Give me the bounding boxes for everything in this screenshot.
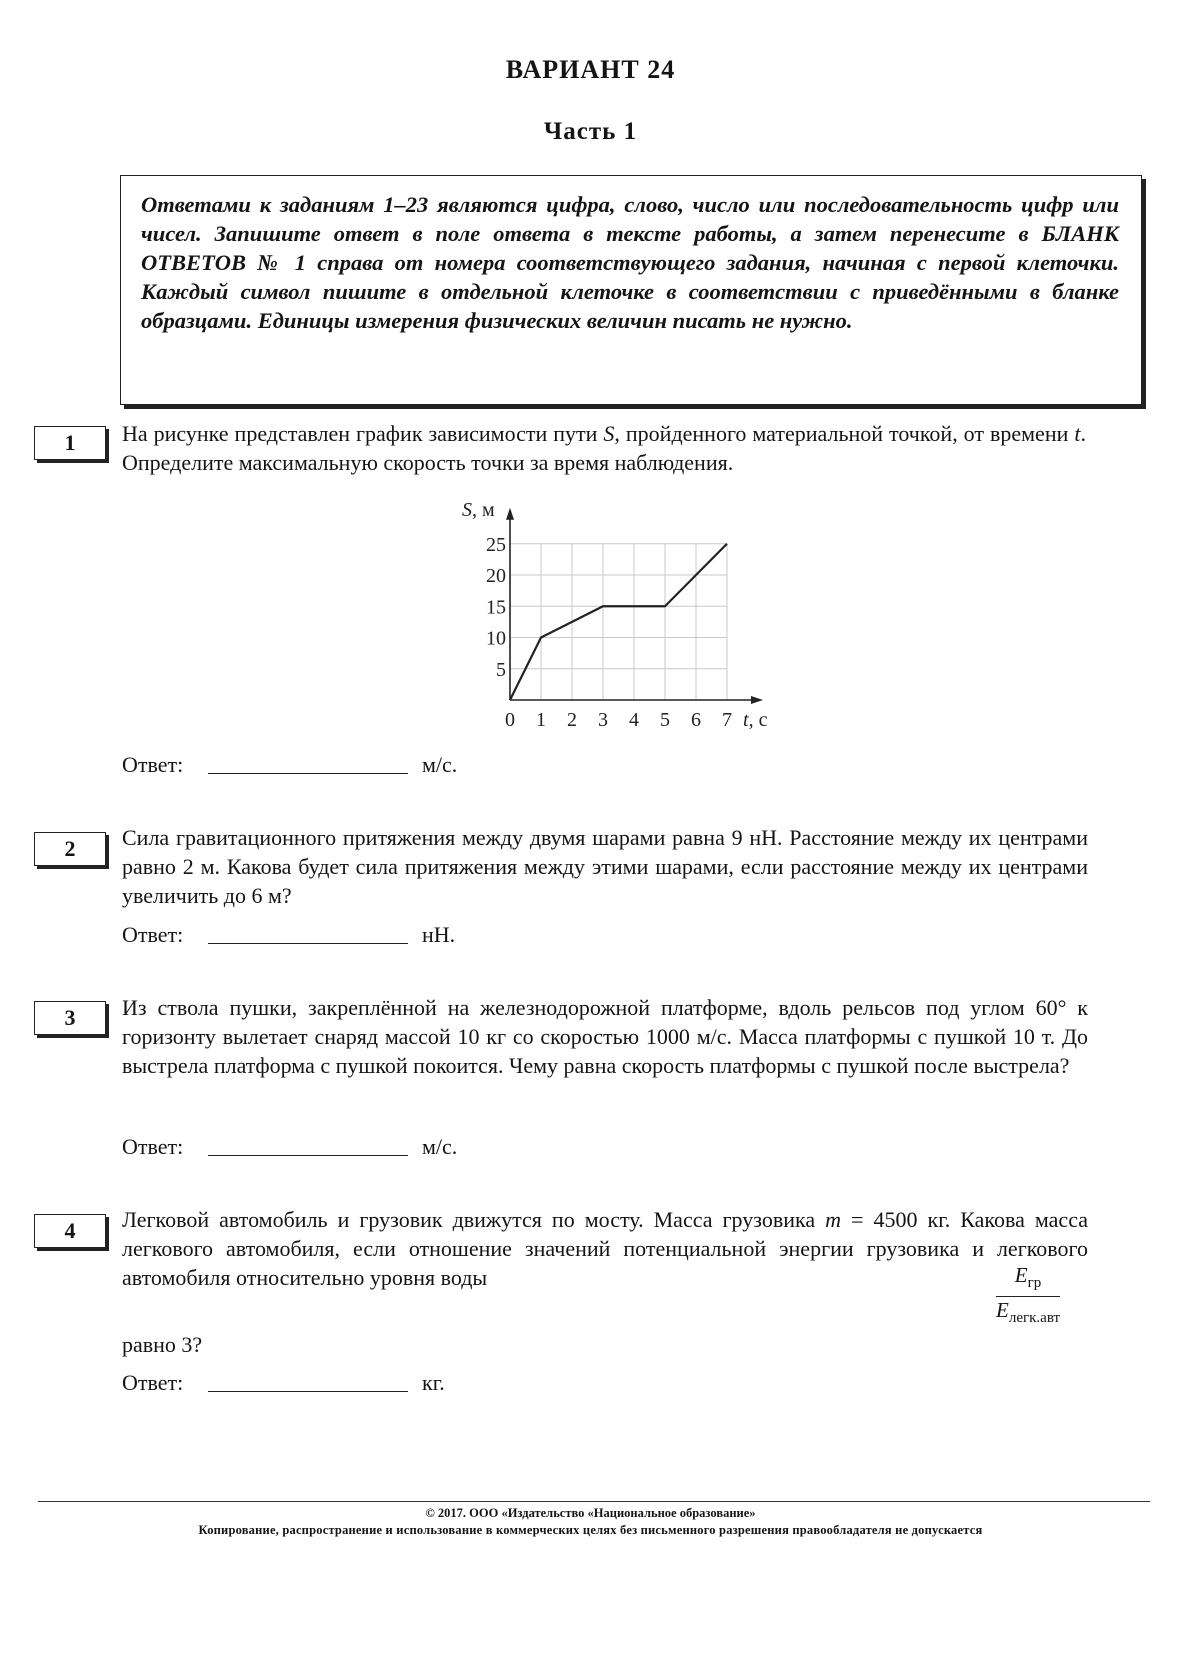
- y-tick-label: 25: [486, 533, 506, 556]
- y-axis-label: S, м: [462, 498, 495, 521]
- answer-row-3: [122, 1133, 457, 1161]
- answer-row-4: [122, 1369, 445, 1397]
- question-number-3: 3: [34, 1001, 106, 1035]
- instructions-box: [120, 175, 1142, 405]
- part-title: Часть 1: [543, 118, 638, 145]
- question-number-2: 2: [34, 832, 106, 866]
- question-text-4-end: равно 3?: [122, 1332, 203, 1357]
- data-series-line: [510, 544, 727, 700]
- answer-label: Ответ:: [122, 1134, 184, 1159]
- x-axis-arrow: [751, 696, 763, 704]
- x-tick-label: 0: [505, 709, 515, 731]
- answer-input[interactable]: [208, 1135, 408, 1156]
- y-tick-label: 15: [486, 596, 506, 619]
- answer-label: Ответ:: [122, 1370, 184, 1395]
- y-tick-label: 10: [486, 627, 506, 650]
- instructions-text: Ответами к заданиям 1–23 являются цифра, слово, число или последовательность цифр или чисел. Запишите ответ в поле ответа в тексте работы, а затем перенесите в БЛАНК ОТВЕТОВ № 1 справа от номера соответствующего задания, начиная с первой клеточки. Каждый символ пишите в отдельной клеточке в соответствии с приведёнными в бланке образцами. Единицы измерения физических величин писать не нужно.: [141, 192, 1119, 333]
- x-tick-label: 3: [598, 709, 608, 731]
- question-text-2: Сила гравитационного притяжения между двумя шарами равна 9 нН. Расстояние между их центрами равно 2 м. Какова будет сила притяжения между этими шарами, если расстояние между их центрами увеличить до 6 м?: [122, 825, 1088, 908]
- answer-input[interactable]: [208, 753, 408, 774]
- footer-notice: Копирование, распространение и использование в коммерческих целях без письменного разрешения правообладателя не допускается: [198, 1523, 983, 1537]
- answer-row-1: [122, 751, 457, 779]
- question-number-1: 1: [34, 426, 106, 460]
- x-tick-label: 5: [660, 709, 670, 731]
- y-axis-arrow: [506, 508, 514, 520]
- distance-time-chart: [440, 495, 800, 745]
- x-axis-label: t, с: [743, 709, 768, 731]
- y-tick-label: 5: [496, 658, 506, 681]
- answer-row-2: [122, 921, 455, 949]
- footer-copyright: © 2017. ООО «Издательство «Национальное образование»: [425, 1506, 756, 1520]
- answer-unit: м/с.: [422, 1134, 458, 1159]
- x-tick-label: 4: [629, 709, 639, 731]
- footer-divider: [38, 1501, 1150, 1502]
- variant-title: ВАРИАНТ 24: [505, 55, 676, 84]
- answer-unit: м/с.: [422, 752, 458, 777]
- energy-ratio-fraction: $\frac{E_{гр}}{E_{легк.авт}}$: [996, 1263, 1061, 1327]
- question-text-4: Легковой автомобиль и грузовик движутся по мосту. Масса грузовика m = 4500 кг. Какова масса легкового автомобиля, если отношение значений потенциальной энергии грузовика и легкового автомобиля относительно уровня воды: [122, 1207, 1088, 1290]
- answer-unit: кг.: [422, 1370, 445, 1395]
- answer-input[interactable]: [208, 1371, 408, 1392]
- answer-label: Ответ:: [122, 922, 184, 947]
- x-tick-label: 1: [536, 709, 546, 731]
- question-text-3: Из ствола пушки, закреплённой на железнодорожной платформе, вдоль рельсов под углом 60° к горизонту вылетает снаряд массой 10 кг со скоростью 1000 м/с. Масса платформы с пушкой 10 т. До выстрела платформа с пушкой покоится. Чему равна скорость платформы с пушкой после выстрела?: [122, 995, 1088, 1078]
- x-tick-label: 2: [567, 709, 577, 731]
- answer-input[interactable]: [208, 923, 408, 944]
- x-tick-label: 7: [722, 709, 732, 731]
- question-number-4: 4: [34, 1214, 106, 1248]
- y-tick-label: 20: [486, 565, 506, 587]
- question-text-1: На рисунке представлен график зависимости пути S, пройденного материальной точкой, от времени t. Определите максимальную скорость точки за время наблюдения.: [122, 421, 1086, 475]
- answer-unit: нН.: [422, 922, 456, 947]
- answer-label: Ответ:: [122, 752, 184, 777]
- x-tick-label: 6: [691, 709, 701, 731]
